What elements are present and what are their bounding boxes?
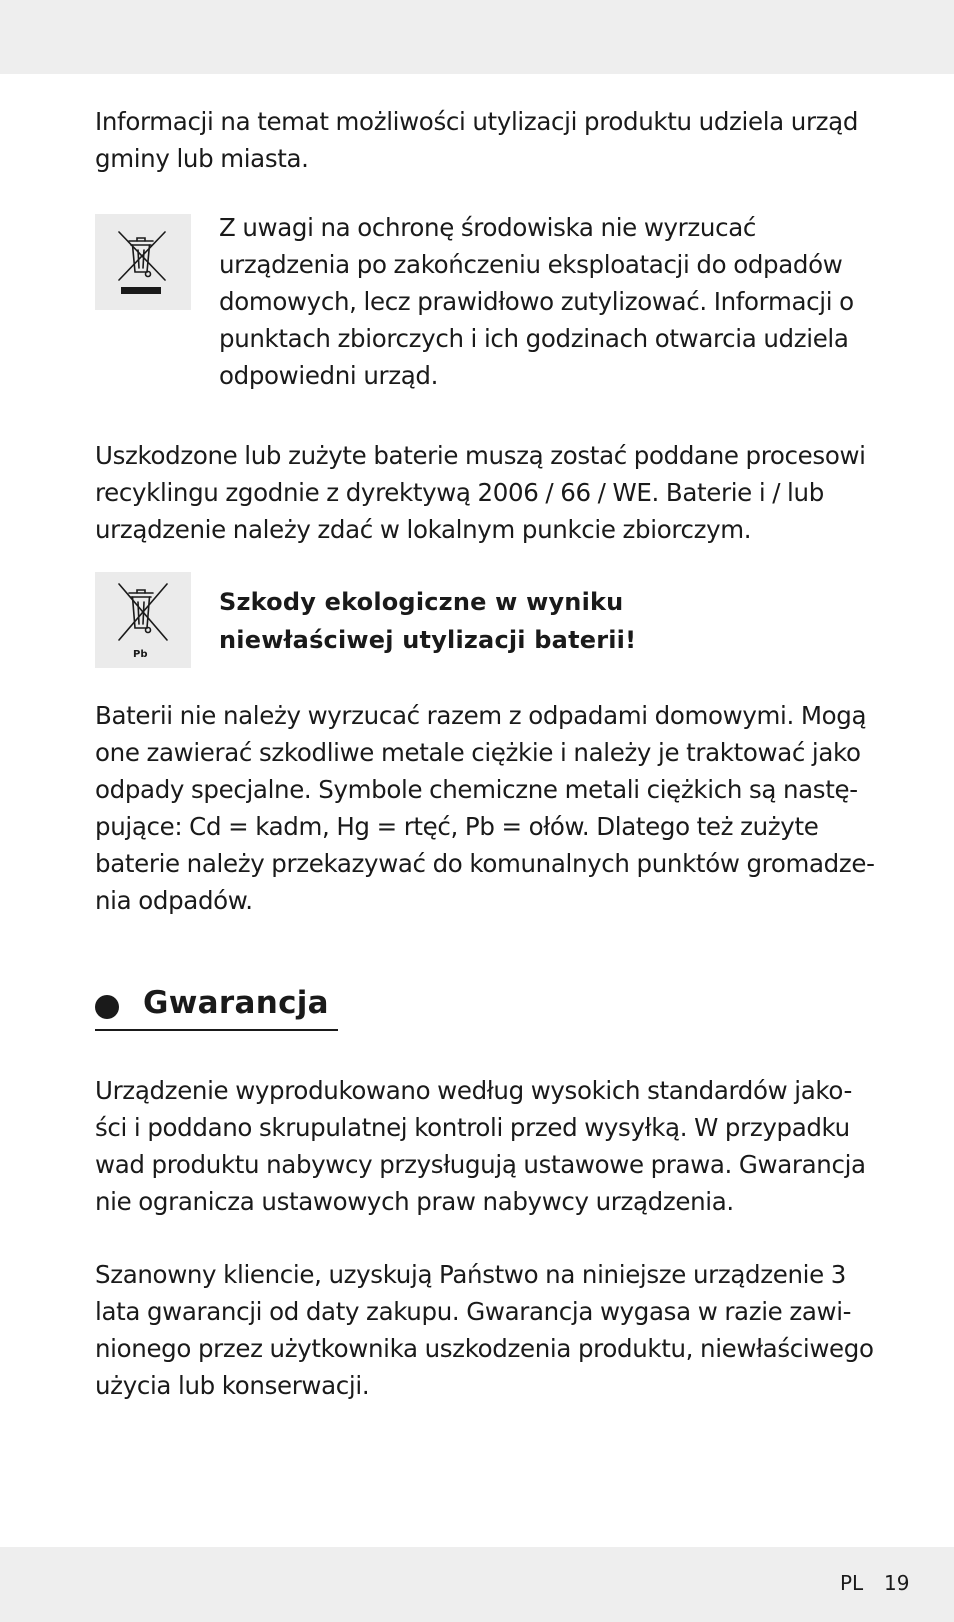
- text-line: Z uwagi na ochronę środowiska nie wyrzucać: [219, 213, 756, 242]
- crossed-out-wheelie-bin-icon: [95, 214, 191, 310]
- text-line: punktach zbiorczych i ich godzinach otwarcia udziela: [219, 324, 849, 353]
- text-line: baterie należy przekazywać do komunalnych punktów gromadze-: [95, 849, 875, 878]
- text-line: ści i poddano skrupulatnej kontroli przed wysyłką. W przypadku: [95, 1113, 850, 1142]
- disposal-note: [219, 209, 869, 394]
- text-line: nie ogranicza ustawowych praw nabywcy urządzenia.: [95, 1187, 734, 1216]
- bullet-icon: [95, 995, 119, 1019]
- text-line: nia odpadów.: [95, 886, 253, 915]
- text-line: odpady specjalne. Symbole chemiczne metali ciężkich są nastę-: [95, 775, 858, 804]
- battery-icon-label: Pb: [133, 649, 148, 660]
- warranty-section-heading: [95, 985, 338, 1031]
- text-line: Szanowny kliencie, uzyskują Państwo na niniejsze urządzenie 3: [95, 1260, 847, 1289]
- text-line: Informacji na temat możliwości utylizacji produktu udziela urząd: [95, 107, 859, 136]
- page-header-band: [0, 0, 954, 74]
- text-line: Uszkodzone lub zużyte baterie muszą zostać poddane procesowi: [95, 441, 866, 470]
- text-line: odpowiedni urząd.: [219, 361, 439, 390]
- section-title: Gwarancja: [143, 985, 329, 1021]
- text-line: gminy lub miasta.: [95, 144, 309, 173]
- heavy-metals-paragraph: [95, 697, 875, 919]
- warranty-paragraph-1: [95, 1072, 865, 1220]
- text-line: one zawierać szkodliwe metale ciężkie i należy je traktować jako: [95, 738, 861, 767]
- battery-recycling-paragraph: [95, 437, 865, 548]
- text-line: użycia lub konserwacji.: [95, 1371, 370, 1400]
- intro-paragraph: [95, 103, 865, 177]
- text-line: urządzenie należy zdać w lokalnym punkcie zbiorczym.: [95, 515, 752, 544]
- warning-line: Szkody ekologiczne w wyniku: [219, 588, 624, 616]
- warranty-paragraph-2: [95, 1256, 874, 1404]
- text-line: pujące: Cd = kadm, Hg = rtęć, Pb = ołów. Dlatego też zużyte: [95, 812, 819, 841]
- text-line: Urządzenie wyprodukowano według wysokich standardów jako-: [95, 1076, 852, 1105]
- text-line: lata gwarancji od daty zakupu. Gwarancja wygasa w razie zawi-: [95, 1297, 852, 1326]
- language-code: PL: [840, 1571, 864, 1595]
- battery-warning-title: [219, 583, 636, 659]
- text-line: domowych, lecz prawidłowo zutylizować. Informacji o: [219, 287, 854, 316]
- warning-line: niewłaściwej utylizacji baterii!: [219, 626, 637, 654]
- text-line: nionego przez użytkownika uszkodzenia produktu, niewłaściwego: [95, 1334, 874, 1363]
- text-line: Baterii nie należy wyrzucać razem z odpadami domowymi. Mogą: [95, 701, 867, 730]
- page-footer-band: [0, 1547, 954, 1622]
- page-number: 19: [884, 1571, 910, 1595]
- text-line: recyklingu zgodnie z dyrektywą 2006 / 66 / WE. Baterie i / lub: [95, 478, 824, 507]
- text-line: urządzenia po zakończeniu eksploatacji do odpadów: [219, 250, 843, 279]
- crossed-out-battery-bin-icon: [95, 572, 191, 668]
- text-line: wad produktu nabywcy przysługują ustawowe prawa. Gwarancja: [95, 1150, 866, 1179]
